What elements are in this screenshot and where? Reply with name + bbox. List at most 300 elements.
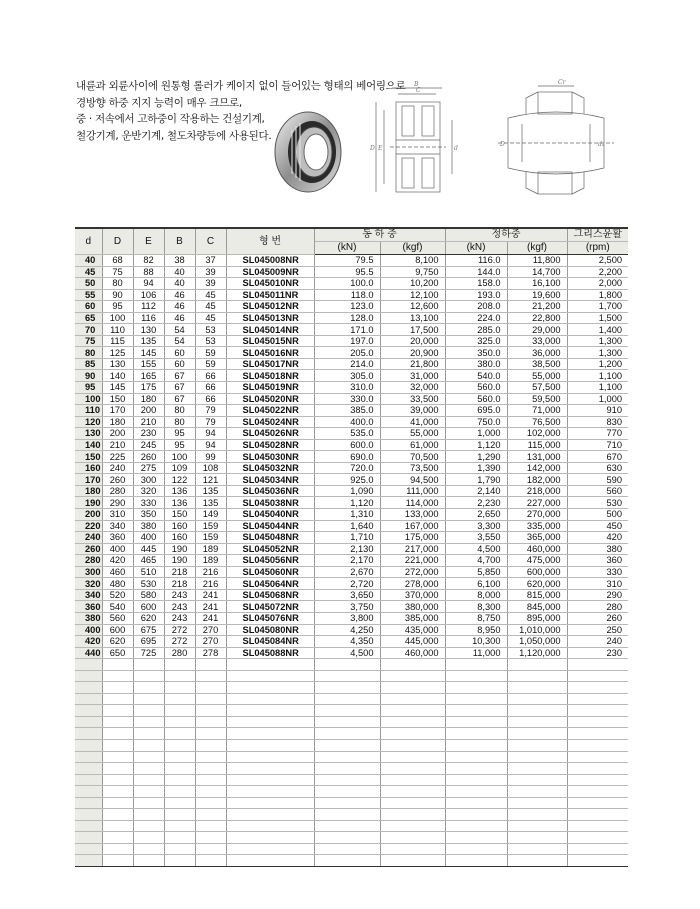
empty-cell: [445, 832, 507, 844]
table-row: [75, 347, 628, 359]
empty-cell: [102, 855, 133, 867]
empty-cell: [380, 659, 445, 671]
cell-static-kgf: 142,000: [507, 462, 567, 474]
empty-cell: [195, 763, 226, 775]
cell-part-number: SL045032NR: [226, 462, 314, 474]
empty-cell: [314, 843, 380, 855]
table-row: [75, 566, 628, 578]
cell-static-kn: 3,550: [445, 532, 507, 544]
cell-dynamic-kn: 310.0: [314, 382, 380, 394]
table-row: [75, 428, 628, 440]
cell-C: 94: [195, 439, 226, 451]
cell-E: 400: [133, 532, 164, 544]
cell-B: 67: [164, 393, 195, 405]
cell-dynamic-kgf: 10,200: [380, 278, 445, 290]
cell-part-number: SL045015NR: [226, 335, 314, 347]
empty-cell: [195, 682, 226, 694]
cell-D: 95: [102, 301, 133, 313]
empty-cell: [507, 693, 567, 705]
table-row: [75, 416, 628, 428]
cell-dynamic-kgf: 111,000: [380, 485, 445, 497]
empty-cell: [314, 682, 380, 694]
empty-cell: [102, 716, 133, 728]
empty-cell: [75, 809, 102, 821]
cell-E: 82: [133, 255, 164, 267]
cell-E: 260: [133, 451, 164, 463]
empty-cell: [567, 809, 628, 821]
cell-dynamic-kn: 330.0: [314, 393, 380, 405]
empty-cell: [164, 797, 195, 809]
cell-dynamic-kn: 305.0: [314, 370, 380, 382]
table-row: [75, 358, 628, 370]
cell-D: 460: [102, 566, 133, 578]
empty-cell: [445, 797, 507, 809]
empty-cell: [226, 832, 314, 844]
cell-static-kn: 540.0: [445, 370, 507, 382]
cell-static-kgf: 475,000: [507, 555, 567, 567]
empty-cell: [164, 843, 195, 855]
cell-dynamic-kgf: 278,000: [380, 578, 445, 590]
cell-dynamic-kgf: 217,000: [380, 543, 445, 555]
cell-D: 170: [102, 405, 133, 417]
empty-cell: [380, 716, 445, 728]
empty-cell: [195, 659, 226, 671]
empty-cell: [226, 693, 314, 705]
empty-cell: [445, 774, 507, 786]
empty-cell: [75, 693, 102, 705]
cell-D: 150: [102, 393, 133, 405]
cell-dynamic-kgf: 17,500: [380, 324, 445, 336]
cell-C: 270: [195, 624, 226, 636]
table-row: [75, 509, 628, 521]
cell-dynamic-kgf: 8,100: [380, 255, 445, 267]
table-row: [75, 393, 628, 405]
svg-text:D: D: [370, 145, 375, 152]
empty-cell: [380, 705, 445, 717]
cell-D: 100: [102, 312, 133, 324]
empty-cell: [567, 843, 628, 855]
empty-cell: [102, 774, 133, 786]
empty-cell: [133, 820, 164, 832]
empty-cell: [133, 659, 164, 671]
cell-static-kn: 2,650: [445, 509, 507, 521]
empty-cell: [507, 820, 567, 832]
header-dynamic-kgf: (kgf): [380, 242, 445, 255]
cell-D: 210: [102, 439, 133, 451]
cell-E: 445: [133, 543, 164, 555]
cell-d: 280: [75, 555, 102, 567]
cell-static-kgf: 182,000: [507, 474, 567, 486]
cell-C: 121: [195, 474, 226, 486]
empty-cell: [133, 716, 164, 728]
cell-C: 59: [195, 358, 226, 370]
cell-static-kn: 10,300: [445, 636, 507, 648]
cell-dynamic-kn: 535.0: [314, 428, 380, 440]
svg-text:B: B: [414, 81, 419, 88]
cell-C: 278: [195, 647, 226, 659]
empty-cell: [226, 820, 314, 832]
empty-cell: [226, 716, 314, 728]
cell-B: 243: [164, 612, 195, 624]
table-row: [75, 462, 628, 474]
cell-part-number: SL045064NR: [226, 578, 314, 590]
cell-rpm: 1,000: [567, 393, 628, 405]
cell-rpm: 280: [567, 601, 628, 613]
svg-text:C: C: [416, 87, 421, 94]
empty-cell: [164, 786, 195, 798]
empty-cell: [567, 751, 628, 763]
header-dynamic-load: 동 하 중: [314, 228, 445, 242]
cell-B: 95: [164, 428, 195, 440]
cell-static-kn: 158.0: [445, 278, 507, 290]
table-row: [75, 439, 628, 451]
table-row: [75, 497, 628, 509]
cell-C: 53: [195, 335, 226, 347]
empty-cell: [102, 659, 133, 671]
cell-dynamic-kn: 123.0: [314, 301, 380, 313]
header-static-kgf: (kgf): [507, 242, 567, 255]
empty-cell: [75, 682, 102, 694]
cell-static-kn: 560.0: [445, 382, 507, 394]
cell-dynamic-kn: 205.0: [314, 347, 380, 359]
table-row: [75, 555, 628, 567]
cell-E: 106: [133, 289, 164, 301]
cell-D: 360: [102, 532, 133, 544]
cell-D: 400: [102, 543, 133, 555]
cell-dynamic-kgf: 221,000: [380, 555, 445, 567]
cell-d: 140: [75, 439, 102, 451]
empty-cell: [195, 670, 226, 682]
cell-static-kgf: 335,000: [507, 520, 567, 532]
cell-dynamic-kgf: 167,000: [380, 520, 445, 532]
header-E: E: [133, 228, 164, 255]
cell-C: 66: [195, 370, 226, 382]
intro-line: 내륜과 외륜사이에 원통형 롤러가 케이지 없이 들어있는 형태의 베어링으로: [76, 80, 406, 92]
cell-dynamic-kn: 385.0: [314, 405, 380, 417]
cell-d: 300: [75, 566, 102, 578]
cell-part-number: SL045040NR: [226, 509, 314, 521]
empty-cell: [314, 728, 380, 740]
empty-cell: [507, 809, 567, 821]
empty-cell: [226, 739, 314, 751]
cell-dynamic-kn: 600.0: [314, 439, 380, 451]
empty-cell: [226, 670, 314, 682]
empty-cell: [507, 705, 567, 717]
empty-cell: [226, 751, 314, 763]
cell-D: 650: [102, 647, 133, 659]
cross-section-drawing: [362, 80, 472, 198]
cell-C: 108: [195, 462, 226, 474]
empty-cell: [507, 716, 567, 728]
cell-C: 66: [195, 393, 226, 405]
empty-row: [75, 659, 628, 671]
cell-part-number: SL045056NR: [226, 555, 314, 567]
cell-E: 300: [133, 474, 164, 486]
cell-d: 340: [75, 589, 102, 601]
cell-D: 290: [102, 497, 133, 509]
cell-static-kn: 3,300: [445, 520, 507, 532]
empty-cell: [380, 739, 445, 751]
cell-D: 130: [102, 358, 133, 370]
cell-rpm: 590: [567, 474, 628, 486]
empty-cell: [133, 739, 164, 751]
empty-cell: [445, 705, 507, 717]
cell-static-kgf: 227,000: [507, 497, 567, 509]
header-B: B: [164, 228, 195, 255]
cell-E: 230: [133, 428, 164, 440]
cell-D: 140: [102, 370, 133, 382]
cell-part-number: SL045088NR: [226, 647, 314, 659]
cell-C: 189: [195, 543, 226, 555]
empty-cell: [102, 739, 133, 751]
empty-cell: [102, 751, 133, 763]
empty-cell: [314, 659, 380, 671]
cell-B: 80: [164, 416, 195, 428]
cell-part-number: SL045044NR: [226, 520, 314, 532]
cell-d: 80: [75, 347, 102, 359]
empty-cell: [75, 716, 102, 728]
table-row: [75, 647, 628, 659]
empty-cell: [195, 843, 226, 855]
cell-rpm: 2,000: [567, 278, 628, 290]
empty-cell: [314, 705, 380, 717]
cell-B: 100: [164, 451, 195, 463]
cell-rpm: 1,500: [567, 312, 628, 324]
empty-cell: [445, 751, 507, 763]
cell-rpm: 770: [567, 428, 628, 440]
cell-rpm: 420: [567, 532, 628, 544]
cell-d: 190: [75, 497, 102, 509]
empty-cell: [314, 716, 380, 728]
cell-E: 145: [133, 347, 164, 359]
cell-static-kn: 1,290: [445, 451, 507, 463]
cell-rpm: 330: [567, 566, 628, 578]
empty-cell: [380, 670, 445, 682]
cell-d: 95: [75, 382, 102, 394]
cell-d: 110: [75, 405, 102, 417]
cell-rpm: 560: [567, 485, 628, 497]
cell-part-number: SL045034NR: [226, 474, 314, 486]
cell-dynamic-kn: 4,350: [314, 636, 380, 648]
cell-static-kgf: 600,000: [507, 566, 567, 578]
cell-static-kgf: 845,000: [507, 601, 567, 613]
empty-cell: [102, 809, 133, 821]
cell-dynamic-kn: 1,310: [314, 509, 380, 521]
empty-cell: [445, 809, 507, 821]
cell-dynamic-kn: 925.0: [314, 474, 380, 486]
cell-E: 600: [133, 601, 164, 613]
empty-cell: [567, 693, 628, 705]
cell-static-kn: 224.0: [445, 312, 507, 324]
cell-rpm: 1,700: [567, 301, 628, 313]
svg-text:Cr: Cr: [558, 79, 566, 86]
cell-dynamic-kn: 128.0: [314, 312, 380, 324]
empty-cell: [445, 693, 507, 705]
empty-cell: [133, 797, 164, 809]
empty-row: [75, 716, 628, 728]
cell-static-kgf: 21,200: [507, 301, 567, 313]
empty-cell: [164, 855, 195, 867]
cell-D: 340: [102, 520, 133, 532]
cell-rpm: 630: [567, 462, 628, 474]
empty-cell: [567, 797, 628, 809]
empty-cell: [164, 682, 195, 694]
cell-d: 45: [75, 266, 102, 278]
cell-E: 135: [133, 335, 164, 347]
cell-part-number: SL045030NR: [226, 451, 314, 463]
table-row: [75, 312, 628, 324]
cell-rpm: 2,200: [567, 266, 628, 278]
cell-d: 320: [75, 578, 102, 590]
cell-dynamic-kgf: 41,000: [380, 416, 445, 428]
cell-C: 37: [195, 255, 226, 267]
cell-dynamic-kgf: 175,000: [380, 532, 445, 544]
cell-rpm: 530: [567, 497, 628, 509]
table-row: [75, 578, 628, 590]
cell-static-kgf: 33,000: [507, 335, 567, 347]
cell-d: 40: [75, 255, 102, 267]
empty-cell: [380, 786, 445, 798]
empty-cell: [226, 855, 314, 867]
cell-B: 190: [164, 555, 195, 567]
empty-cell: [567, 832, 628, 844]
table-row: [75, 532, 628, 544]
empty-cell: [380, 693, 445, 705]
cell-dynamic-kn: 1,090: [314, 485, 380, 497]
header-static-load: 정하중: [445, 228, 567, 242]
cell-part-number: SL045009NR: [226, 266, 314, 278]
cell-static-kgf: 14,700: [507, 266, 567, 278]
cell-B: 272: [164, 624, 195, 636]
empty-cell: [75, 763, 102, 775]
cell-D: 115: [102, 335, 133, 347]
cell-part-number: SL045024NR: [226, 416, 314, 428]
table-row: [75, 370, 628, 382]
empty-cell: [226, 809, 314, 821]
empty-cell: [507, 786, 567, 798]
cell-dynamic-kgf: 21,800: [380, 358, 445, 370]
cell-static-kn: 750.0: [445, 416, 507, 428]
cell-dynamic-kn: 4,250: [314, 624, 380, 636]
empty-cell: [314, 809, 380, 821]
cell-dynamic-kgf: 33,500: [380, 393, 445, 405]
empty-cell: [445, 763, 507, 775]
cell-dynamic-kn: 720.0: [314, 462, 380, 474]
cell-static-kn: 144.0: [445, 266, 507, 278]
cell-D: 125: [102, 347, 133, 359]
empty-cell: [380, 774, 445, 786]
empty-cell: [567, 705, 628, 717]
cell-C: 79: [195, 416, 226, 428]
cell-d: 85: [75, 358, 102, 370]
cell-static-kgf: 102,000: [507, 428, 567, 440]
empty-cell: [507, 751, 567, 763]
cell-d: 220: [75, 520, 102, 532]
empty-cell: [195, 705, 226, 717]
empty-cell: [567, 682, 628, 694]
cell-D: 280: [102, 485, 133, 497]
cell-rpm: 380: [567, 543, 628, 555]
empty-cell: [507, 797, 567, 809]
cell-static-kn: 5,850: [445, 566, 507, 578]
cell-static-kgf: 1,010,000: [507, 624, 567, 636]
cell-static-kn: 11,000: [445, 647, 507, 659]
empty-cell: [226, 659, 314, 671]
cell-static-kgf: 19,600: [507, 289, 567, 301]
table-row: [75, 474, 628, 486]
cell-static-kgf: 270,000: [507, 509, 567, 521]
cell-C: 159: [195, 520, 226, 532]
cell-static-kn: 285.0: [445, 324, 507, 336]
empty-cell: [102, 832, 133, 844]
cell-E: 275: [133, 462, 164, 474]
empty-cell: [75, 832, 102, 844]
cell-dynamic-kgf: 13,100: [380, 312, 445, 324]
cell-E: 94: [133, 278, 164, 290]
empty-cell: [567, 739, 628, 751]
cell-E: 245: [133, 439, 164, 451]
empty-cell: [226, 786, 314, 798]
cell-rpm: 670: [567, 451, 628, 463]
cell-E: 580: [133, 589, 164, 601]
header-dynamic-kn: (kN): [314, 242, 380, 255]
svg-text:d: d: [454, 145, 458, 152]
empty-cell: [164, 670, 195, 682]
cell-E: 112: [133, 301, 164, 313]
cell-d: 150: [75, 451, 102, 463]
cell-dynamic-kn: 690.0: [314, 451, 380, 463]
cell-dynamic-kn: 3,750: [314, 601, 380, 613]
empty-cell: [75, 670, 102, 682]
cell-B: 272: [164, 636, 195, 648]
cell-C: 216: [195, 578, 226, 590]
bearing-spec-table: [75, 227, 628, 867]
empty-cell: [75, 797, 102, 809]
cell-dynamic-kn: 1,120: [314, 497, 380, 509]
cell-C: 216: [195, 566, 226, 578]
empty-cell: [195, 774, 226, 786]
empty-row: [75, 705, 628, 717]
cell-static-kn: 1,790: [445, 474, 507, 486]
empty-cell: [195, 855, 226, 867]
empty-cell: [75, 820, 102, 832]
empty-row: [75, 751, 628, 763]
empty-cell: [567, 763, 628, 775]
cell-D: 145: [102, 382, 133, 394]
empty-cell: [195, 693, 226, 705]
cell-E: 330: [133, 497, 164, 509]
cell-E: 380: [133, 520, 164, 532]
cell-static-kgf: 460,000: [507, 543, 567, 555]
empty-cell: [195, 739, 226, 751]
empty-cell: [507, 774, 567, 786]
empty-cell: [314, 763, 380, 775]
empty-cell: [164, 774, 195, 786]
empty-cell: [567, 716, 628, 728]
cell-B: 46: [164, 289, 195, 301]
empty-cell: [75, 855, 102, 867]
cell-C: 45: [195, 289, 226, 301]
header-part-number: 형 번: [226, 228, 314, 255]
cell-B: 190: [164, 543, 195, 555]
cell-E: 180: [133, 393, 164, 405]
cell-E: 88: [133, 266, 164, 278]
cell-E: 155: [133, 358, 164, 370]
table-row: [75, 335, 628, 347]
cell-d: 400: [75, 624, 102, 636]
cell-E: 320: [133, 485, 164, 497]
empty-cell: [164, 659, 195, 671]
